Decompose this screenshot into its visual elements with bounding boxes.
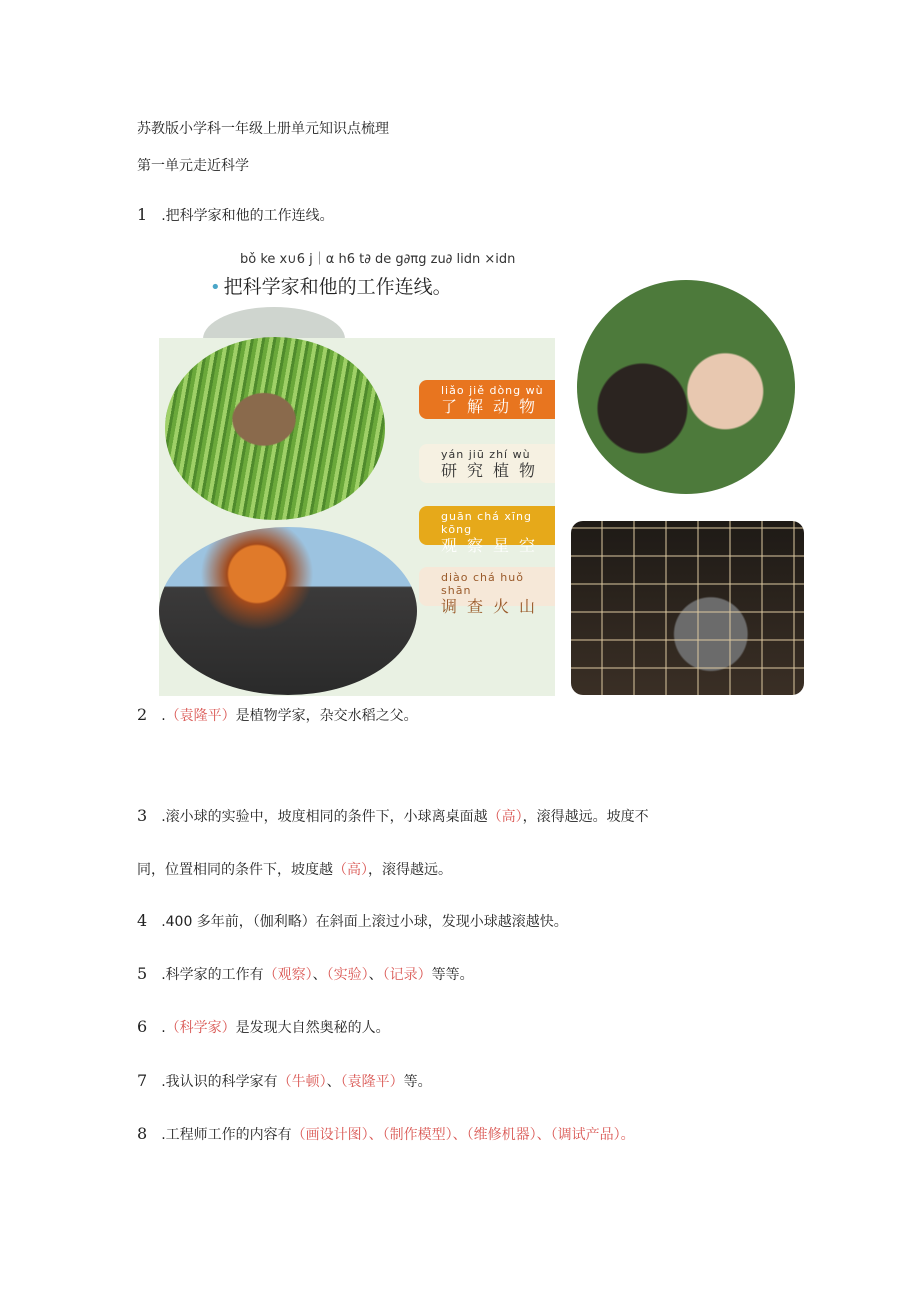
answer: （高） — [487, 809, 523, 825]
question-3 — [137, 806, 649, 826]
question-text: .把科学家和他的工作连线。 — [161, 208, 334, 224]
question-6 — [137, 1017, 390, 1037]
question-3-cont — [137, 859, 452, 879]
tag-pinyin: yán jiū zhí wù — [441, 448, 531, 461]
tag-investigate-volcano[interactable] — [419, 567, 555, 616]
tag-pinyin: liǎo jiě dòng wù — [441, 384, 544, 397]
text: 等。 — [403, 1074, 432, 1090]
tag-text: 观察星空 — [441, 536, 546, 555]
question-number: 5 — [137, 964, 148, 983]
text: 、 — [452, 1127, 467, 1143]
bullet-icon: • — [210, 277, 221, 298]
tag-pinyin: guān chá xīng kōng — [441, 510, 532, 536]
tag-study-animals[interactable] — [419, 380, 555, 419]
tag-text: 了解动物 — [441, 397, 546, 416]
text: . — [161, 708, 166, 724]
text: 同，位置相同的条件下，坡度越 — [137, 862, 333, 878]
text: .滚小球的实验中，坡度相同的条件下，小球离桌面越 — [161, 809, 488, 825]
question-2 — [137, 705, 418, 725]
observatory-photo — [571, 521, 804, 695]
rice-scientist-photo — [165, 337, 385, 520]
question-number: 6 — [137, 1017, 148, 1036]
tag-text: 调查火山 — [441, 597, 546, 616]
answer: （制作模型） — [382, 1127, 453, 1143]
question-number: 2 — [137, 705, 148, 724]
answer: （袁隆平） — [165, 708, 236, 724]
question-5 — [137, 964, 474, 984]
text: 等等。 — [431, 967, 474, 983]
text: ，滚得越远。 — [368, 862, 452, 878]
text: .工程师工作的内容有 — [161, 1127, 292, 1143]
illustration-heading-text: 把科学家和他的工作连线。 — [223, 276, 452, 298]
text: 。 — [620, 1127, 635, 1143]
chimpanzee-scientist-photo — [577, 280, 795, 494]
volcano-scientist-photo — [159, 527, 417, 695]
question-1 — [137, 205, 334, 225]
text: . — [161, 1020, 166, 1036]
question-number: 8 — [137, 1124, 148, 1143]
text: .我认识的科学家有 — [161, 1074, 278, 1090]
text: .科学家的工作有 — [161, 967, 264, 983]
answer: （维修机器） — [466, 1127, 537, 1143]
question-8 — [137, 1124, 635, 1144]
text: ，滚得越远。坡度不 — [522, 809, 649, 825]
answer: （画设计图） — [291, 1127, 369, 1143]
text: 、 — [326, 1074, 341, 1090]
tag-text: 研究植物 — [441, 461, 546, 480]
question-4 — [137, 911, 568, 931]
question-number: 1 — [137, 205, 148, 224]
answer: （记录） — [382, 967, 432, 983]
question-number: 3 — [137, 806, 148, 825]
text: 是植物学家，杂交水稻之父。 — [235, 708, 418, 724]
question-7 — [137, 1071, 432, 1091]
answer: （实验） — [326, 967, 369, 983]
answer: （科学家） — [165, 1020, 236, 1036]
tag-research-plants[interactable] — [419, 444, 555, 483]
answer: （牛顿） — [277, 1074, 327, 1090]
unit-title: 第一单元走近科学 — [137, 158, 249, 174]
rooftop-photo-fragment — [203, 307, 345, 339]
page-title: 苏教版小学科一年级上册单元知识点梳理 — [137, 121, 389, 137]
answer: （袁隆平） — [340, 1074, 404, 1090]
answer: （高） — [333, 862, 368, 878]
text: 是发现大自然奥秘的人。 — [235, 1020, 390, 1036]
illustration-heading — [210, 272, 452, 299]
question-number: 4 — [137, 911, 148, 930]
question-number: 7 — [137, 1071, 148, 1090]
text: 、 — [312, 967, 327, 983]
tag-pinyin: diào chá huǒ shān — [441, 571, 524, 597]
answer: （调试产品） — [550, 1127, 621, 1143]
text: 、 — [368, 1127, 383, 1143]
text: 、 — [368, 967, 383, 983]
pinyin-line: bǒ ke x∪6 j｜α h6 t∂ de g∂πg zu∂ lidn ×idn — [240, 252, 516, 267]
tag-observe-stars[interactable] — [419, 506, 555, 555]
answer: （观察） — [263, 967, 313, 983]
text: .400 多年前，（伽利略）在斜面上滚过小球，发现小球越滚越快。 — [161, 914, 568, 930]
text: 、 — [536, 1127, 551, 1143]
